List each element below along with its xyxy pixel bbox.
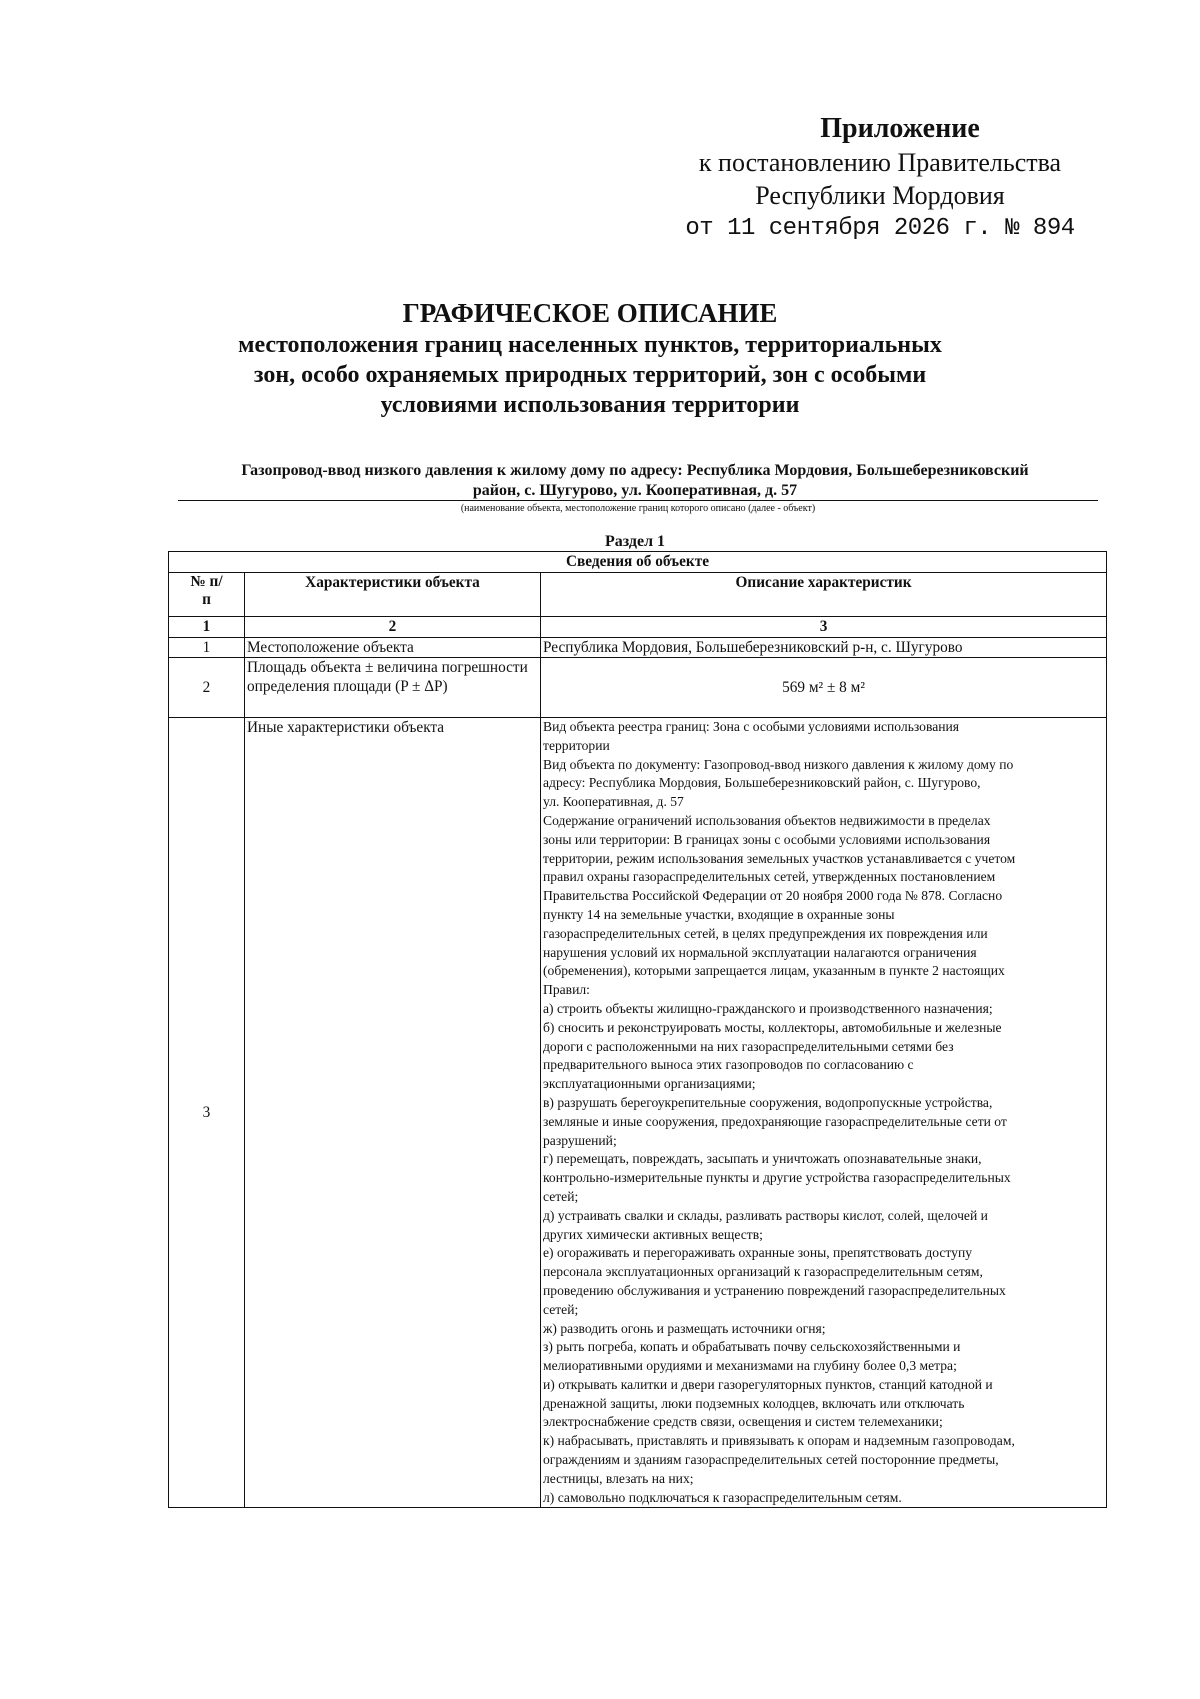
value-line: контрольно-измерительные пункты и другие устройства газораспределительных <box>543 1170 1011 1186</box>
value-line: зоны или территории: В границах зоны с особыми условиями использования <box>543 831 991 847</box>
column-number-1: 1 <box>169 617 245 638</box>
value-line: л) самовольно подключаться к газораспределительным сетям. <box>543 1489 902 1505</box>
value-line: (обременения), которыми запрещается лицам, указанным в пункте 2 настоящих <box>543 963 1005 979</box>
value-line: Вид объекта по документу: Газопровод-ввод низкого давления к жилому дому по <box>543 756 1014 772</box>
value-line: и) открывать калитки и двери газорегуляторных пунктов, станций катодной и <box>543 1376 993 1392</box>
document-subtitle-line-1: местоположения границ населенных пунктов, территориальных <box>238 332 942 358</box>
header-description: Описание характеристик <box>541 573 1107 617</box>
object-underline <box>178 500 1098 501</box>
appendix-line-1: к постановлению Правительства <box>698 148 1062 177</box>
value-line: проведению обслуживания и устранению повреждений газораспределительных <box>543 1282 1006 1298</box>
document-title: ГРАФИЧЕСКОЕ ОПИСАНИЕ <box>402 298 778 328</box>
column-number-2: 2 <box>245 617 541 638</box>
value-line: Правил: <box>543 982 590 998</box>
object-name-line-1: Газопровод-ввод низкого давления к жилому дому по адресу: Республика Мордовия, Большеберезниковский <box>241 462 1029 479</box>
row-value-lines <box>541 718 1107 1508</box>
value-line: предварительного выноса этих газопроводов по согласованию с <box>543 1057 914 1073</box>
value-line: г) перемещать, повреждать, засыпать и уничтожать опознавательные знаки, <box>543 1151 982 1167</box>
header-characteristics: Характеристики объекта <box>245 573 541 617</box>
object-name <box>170 461 1100 501</box>
section-title: Раздел 1 <box>604 533 666 550</box>
value-line: лестницы, влезать на них; <box>543 1470 694 1486</box>
value-line: сетей; <box>543 1188 579 1204</box>
column-number-3: 3 <box>541 617 1107 638</box>
value-line: б) сносить и реконструировать мосты, коллекторы, автомобильные и железные <box>543 1019 1002 1035</box>
value-line: эксплуатационными организациями; <box>543 1076 756 1092</box>
value-line: ограждениям и зданиям газораспределительных сетей посторонние предметы, <box>543 1452 999 1468</box>
value-line: правил охраны газораспределительных сетей, утвержденных постановлением <box>543 869 996 885</box>
value-line: к) набрасывать, приставлять и привязывать к опорам и надземным газопроводам, <box>543 1433 1015 1449</box>
row-value: 569 м² ± 8 м² <box>541 658 1107 718</box>
header-number-label: № п/п <box>190 573 223 608</box>
table-caption-row <box>169 552 1107 573</box>
column-number-row <box>169 617 1107 638</box>
value-line: пункту 14 на земельные участки, входящие в охранные зоны <box>543 906 895 922</box>
value-line: в) разрушать берегоукрепительные сооружения, водопропускные устройства, <box>543 1094 993 1110</box>
value-line: мелиоративными орудиями и механизмами на глубину более 0,3 метра; <box>543 1358 957 1374</box>
value-line: персонала эксплуатационных организаций к газораспределительным сетям, <box>543 1264 983 1280</box>
row-number: 3 <box>169 718 245 1508</box>
appendix-title: Приложение <box>820 113 980 144</box>
table-row <box>169 638 1107 658</box>
value-line: территории, режим использования земельных участков устанавливается с учетом <box>543 850 1016 866</box>
row-name: Местоположение объекта <box>245 638 541 658</box>
appendix-block <box>660 112 1100 246</box>
value-line: электроснабжение средств связи, освещения и систем телемеханики; <box>543 1414 943 1430</box>
value-line: земляные и иные сооружения, предохраняющие газораспределительные сети от <box>543 1113 1007 1129</box>
value-line: ж) разводить огонь и размещать источники огня; <box>543 1320 826 1336</box>
appendix-date: от 11 сентября 2026 г. № 894 <box>685 215 1075 242</box>
row-value: Республика Мордовия, Большеберезниковский р-н, с. Шугурово <box>541 638 1107 658</box>
row-number: 1 <box>169 638 245 658</box>
value-line: д) устраивать свалки и склады, разливать растворы кислот, солей, щелочей и <box>543 1207 988 1223</box>
object-caption: (наименование объекта, местоположение границ которого описано (далее - объект) <box>460 503 816 514</box>
row-name: Иные характеристики объекта <box>245 718 541 1508</box>
table-header-row <box>169 573 1107 617</box>
value-line: других химически активных веществ; <box>543 1226 763 1242</box>
value-line: сетей; <box>543 1301 579 1317</box>
value-line: адресу: Республика Мордовия, Большеберезниковский район, с. Шугурово, <box>543 775 981 791</box>
value-line: дороги с расположенными на них газораспределительными сетями без <box>543 1038 954 1054</box>
table-caption: Сведения об объекте <box>169 552 1107 573</box>
object-name-line-2: район, с. Шугурово, ул. Кооперативная, д. 57 <box>472 482 798 499</box>
appendix-line-2: Республики Мордовия <box>755 181 1005 210</box>
value-line: газораспределительных сетей, в целях предупреждения их повреждения или <box>543 925 988 941</box>
value-line: Правительства Российской Федерации от 20 ноября 2000 года № 878. Согласно <box>543 888 1003 904</box>
row-name: Площадь объекта ± величина погрешности определения площади (P ± ΔP) <box>245 658 541 718</box>
value-line: Содержание ограничений использования объектов недвижимости в пределах <box>543 812 991 828</box>
value-line: разрушений; <box>543 1132 617 1148</box>
value-line: з) рыть погреба, копать и обрабатывать почву сельскохозяйственными и <box>543 1339 961 1355</box>
value-line: ул. Кооперативная, д. 57 <box>543 794 684 810</box>
document-subtitle-line-3: условиями использования территории <box>380 392 800 418</box>
row-number: 2 <box>169 658 245 718</box>
value-line: а) строить объекты жилищно-гражданского и производственного назначения; <box>543 1000 993 1016</box>
object-info-table <box>168 551 1107 1508</box>
table-row <box>169 718 1107 1508</box>
value-line: дренажной защиты, люки подземных колодцев, включать или отключать <box>543 1395 965 1411</box>
value-line: е) огораживать и перегораживать охранные зоны, препятствовать доступу <box>543 1245 973 1261</box>
table-row <box>169 658 1107 718</box>
header-number <box>169 573 245 617</box>
value-line: нарушения условий их нормальной эксплуатации налагаются ограничения <box>543 944 977 960</box>
value-line: Вид объекта реестра границ: Зона с особыми условиями использования <box>543 719 960 734</box>
document-subtitle-line-2: зон, особо охраняемых природных территорий, зон с особыми <box>253 362 927 388</box>
value-line: территории <box>543 737 610 753</box>
document-heading <box>150 296 1030 420</box>
